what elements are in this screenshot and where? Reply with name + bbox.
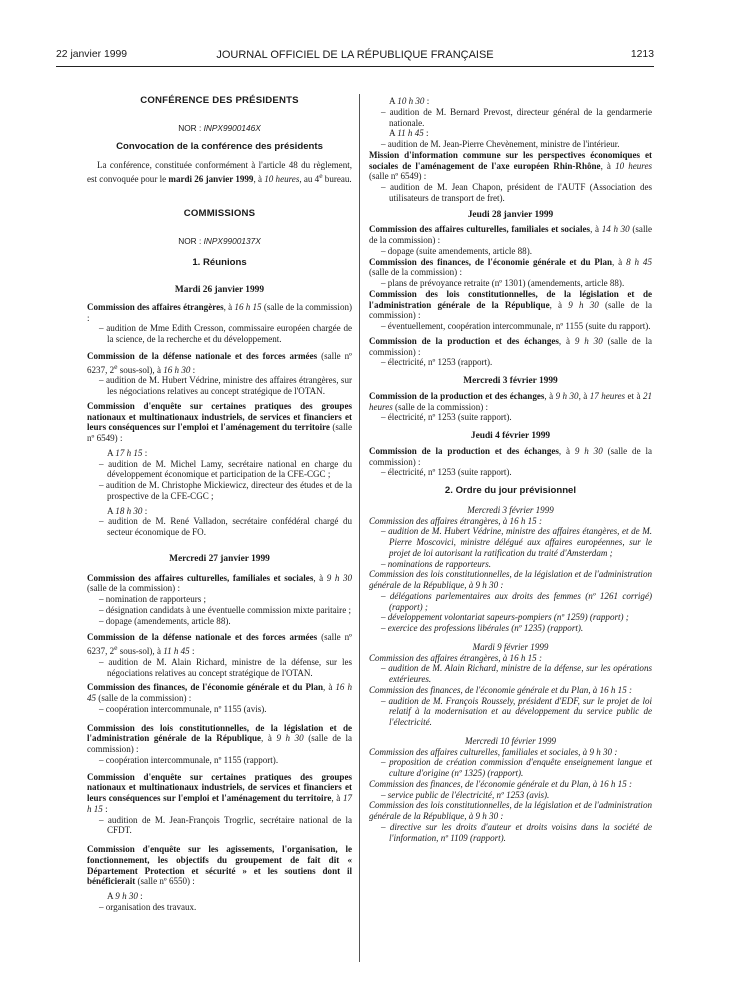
commission-entry: Commission des affaires culturelles, familiales et sociales, à 9 h 30 : <box>369 746 618 757</box>
agenda-item: – électricité, nº 1253 (suite rapport). <box>381 467 512 478</box>
commission-entry: Commission de la production et des échanges, à 9 h 30 (salle de la commission) : <box>369 445 652 467</box>
mission-entry: Mission d'information commune sur les perspectives économiques et sociales de l'aménagement de l'axe européen Rhin-Rhône, à 10 heures (salle nº 6549) : <box>369 149 653 182</box>
commission-entry: Commission des lois constitutionnelles, de la législation et de l'administration générale de la République, à 9 h 30 : <box>369 800 652 821</box>
commission-entry: Commission des finances, de l'économie générale et du Plan, à 8 h 45 (salle de la commission) : <box>369 256 652 278</box>
agenda-item: – dopage (amendements, article 88). <box>99 615 231 626</box>
agenda-item: – service public de l'électricité, nº 1253 (avis). <box>381 789 550 800</box>
agenda-item: – audition de M. Michel Lamy, secrétaire national en charge du développement économique et participation de la CFE-CGC ; <box>99 458 352 480</box>
paragraph: La conférence, constituée conformément à l'article 48 du règlement, est convoquée pour le mardi 26 janvier 1999, à 10 heures, au 4e bureau. <box>87 160 352 185</box>
commission-entry: Commission de la production et des échanges, à 9 h 30, à 17 heures et à 21 heures (salle de la commission) : <box>369 390 652 412</box>
journal-title: JOURNAL OFFICIEL DE LA RÉPUBLIQUE FRANÇAISE <box>216 49 494 61</box>
date-heading: Jeudi 4 février 1999 <box>470 431 551 441</box>
time-label: A 9 h 30 : <box>107 891 143 902</box>
agenda-item: – coopération intercommunale, nº 1155 (rapport). <box>99 754 279 765</box>
right-column <box>369 96 652 843</box>
commission-entry: Commission des affaires étrangères, à 16 h 15 : <box>369 652 542 663</box>
nor-reference: NOR : INPX9900137X <box>178 235 261 246</box>
commission-entry: Commission d'enquête sur certaines pratiques des groupes nationaux et multinationaux industriels, de services et financiers et leurs conséquences sur l'emploi et l'aménagement du territoire, à 17 h 15 : <box>87 771 352 814</box>
commission-entry: Commission des affaires étrangères, à 16 h 15 (salle de la commission) : <box>87 301 353 323</box>
commission-entry: Commission de la production et des échanges, à 9 h 30 (salle de la commission) : <box>369 335 652 357</box>
time-label: A 10 h 30 : <box>389 96 430 106</box>
column-divider <box>359 94 360 962</box>
date-heading: Mardi 9 février 1999 <box>472 641 549 652</box>
agenda-item: – audition de M. Alain Richard, ministre de la défense, sur les négociations relatives au concept stratégique de l'OTAN. <box>99 656 352 678</box>
commission-entry: Commission d'enquête sur les agissements, l'organisation, le fonctionnement, les objectifs du groupement de fait dit « Département Protection et sécurité » et les soutiens dont il bénéficierait (salle nº 6550) : <box>87 844 352 887</box>
agenda-item: – désignation candidats à une éventuelle commission mixte paritaire ; <box>99 604 351 615</box>
agenda-item: – audition de M. Christophe Mickiewicz, directeur des études et de la prospective de la CFE-CGC ; <box>99 480 352 501</box>
agenda-item: – audition de M. Jean-Pierre Chevènement, ministre de l'intérieur. <box>381 139 620 149</box>
date-heading: Mercredi 3 février 1999 <box>467 504 554 515</box>
date-heading: Mercredi 3 février 1999 <box>463 376 558 386</box>
agenda-item: – audition de M. Hubert Védrine, ministre des affaires étrangères, sur les négociations relatives au concept stratégique de l'OTAN. <box>99 375 352 397</box>
agenda-item: – audition de M. Hubert Védrine, ministre des affaires étangères, et de M. Pierre Moscovici, ministre délégué aux affaires européennes, sur le projet de loi autorisant la ratification du traité d'Amsterdam ; <box>381 526 652 558</box>
agenda-item: – audition de M. René Valladon, secrétaire confédéral chargé du secteur économique de FO. <box>99 516 352 538</box>
agenda-item: – audition de Mme Edith Cresson, commissaire européen chargée de la science, de la recherche et du développement. <box>99 323 352 345</box>
agenda-item: – proposition de création commission d'enquête enseignement langue et culture d'origine (nº 1325) (rapport). <box>381 757 652 778</box>
agenda-item: – organisation des travaux. <box>99 901 197 912</box>
commission-entry: Commission des lois constitutionnelles, de la législation et de l'administration générale de la République, à 9 h 30 (salle de la commission) : <box>369 288 652 321</box>
agenda-item: – directive sur les droits d'auteur et droits voisins dans la société de l'information, nº 1109 (rapport). <box>381 821 652 843</box>
section-title-commissions: COMMISSIONS <box>183 207 256 219</box>
date-heading: Mardi 26 janvier 1999 <box>174 285 265 296</box>
commission-entry: Commission des lois constitutionnelles, de la législation et de l'administration générale de la République, à 9 h 30 (salle de la commission) : <box>87 722 352 755</box>
commission-entry: Commission des finances, de l'économie générale et du Plan, à 16 h 45 (salle de la commission) : <box>87 682 352 704</box>
agenda-item: – audition de M. François Roussely, président d'EDF, sur le projet de loi relatif à la modernisation et au développement du service public de l'électricité. <box>381 695 652 727</box>
section-title-conference: CONFÉRENCE DES PRÉSIDENTS <box>140 95 299 106</box>
agenda-item: – coopération intercommunale, nº 1155 (avis). <box>99 703 267 714</box>
date-heading: Mercredi 10 février 1999 <box>464 735 557 746</box>
time-label: A 11 h 45 : <box>389 128 429 139</box>
agenda-item: – audition de M. Jean Chapon, président de l'AUTF (Association des utilisateurs de transport de fret). <box>381 182 652 203</box>
date-heading: Mercredi 27 janvier 1999 <box>169 553 270 564</box>
agenda-item: – exercice des professions libérales (nº 1235) (rapport). <box>381 623 584 633</box>
agenda-item: – nominations de rapporteurs. <box>381 558 492 569</box>
agenda-item: – audition de M. Jean-François Trogrlic, secrétaire national de la CFDT. <box>99 814 352 836</box>
time-label: A 17 h 15 : <box>107 447 148 458</box>
commission-entry: Commission de la défense nationale et des forces armées (salle nº 6237, 2e sous-sol), à 16 h 30 : <box>87 350 352 375</box>
subsection-title: Convocation de la conférence des présidents <box>116 140 323 152</box>
commission-entry: Commission des lois constitutionnelles, de la législation et de l'administration générale de la République, à 9 h 30 : <box>369 569 652 590</box>
header-date: 22 janvier 1999 <box>56 49 128 60</box>
agenda-item: – plans de prévoyance retraite (nº 1301) (amendements, article 88). <box>381 278 625 288</box>
page-number: 1213 <box>630 49 654 60</box>
subsection-title: 2. Ordre du jour prévisionnel <box>444 485 577 496</box>
time-label: A 18 h 30 : <box>107 505 148 516</box>
agenda-item: – délégations parlementaires aux droits des femmes (nº 1261 corrigé) (rapport) ; <box>381 590 652 612</box>
date-heading: Jeudi 28 janvier 1999 <box>467 209 554 220</box>
agenda-item: – dopage (suite amendements, article 88). <box>381 245 532 256</box>
commission-entry: Commission des affaires étrangères, à 16 h 15 : <box>369 515 542 526</box>
agenda-item: – développement volontariat sapeurs-pompiers (nº 1259) (rapport) ; <box>381 612 629 623</box>
commission-entry: Commission des affaires culturelles, familiales et sociales, à 9 h 30 (salle de la commission) : <box>87 572 352 594</box>
commission-entry: Commission des affaires culturelles, familiales et sociales, à 14 h 30 (salle de la commission) : <box>369 224 652 245</box>
commission-entry: Commission d'enquête sur certaines pratiques des groupes nationaux et multinationaux industriels, de services et financiers et leurs conséquences sur l'emploi et l'aménagement du territoire (salle nº 6549) : <box>87 400 352 444</box>
left-column <box>87 96 352 913</box>
agenda-item: – audition de M. Alain Richard, ministre de la défense, sur les opérations extérieures. <box>381 663 652 684</box>
commission-entry: Commission des finances, de l'économie générale et du Plan, à 16 h 15 : <box>369 684 632 695</box>
agenda-item: – électricité, nº 1253 (rapport). <box>381 357 493 368</box>
agenda-item: – nomination de rapporteurs ; <box>99 594 207 605</box>
commission-entry: Commission des finances, de l'économie générale et du Plan, à 16 h 15 : <box>369 778 632 789</box>
nor-reference: NOR : INPX9900146X <box>178 122 261 133</box>
agenda-item: – électricité, nº 1253 (suite rapport). <box>381 412 512 423</box>
header-rule <box>56 66 654 67</box>
page-header <box>56 49 654 63</box>
agenda-item: – audition de M. Bernard Prevost, directeur général de la gendarmerie nationale. <box>381 106 652 128</box>
commission-entry: Commission de la défense nationale et des forces armées (salle nº 6237, 2e sous-sol), à 11 h 45 : <box>87 632 352 657</box>
subsection-title: 1. Réunions <box>192 257 247 269</box>
agenda-item: – éventuellement, coopération intercommunale, nº 1155 (suite du rapport). <box>381 321 651 331</box>
